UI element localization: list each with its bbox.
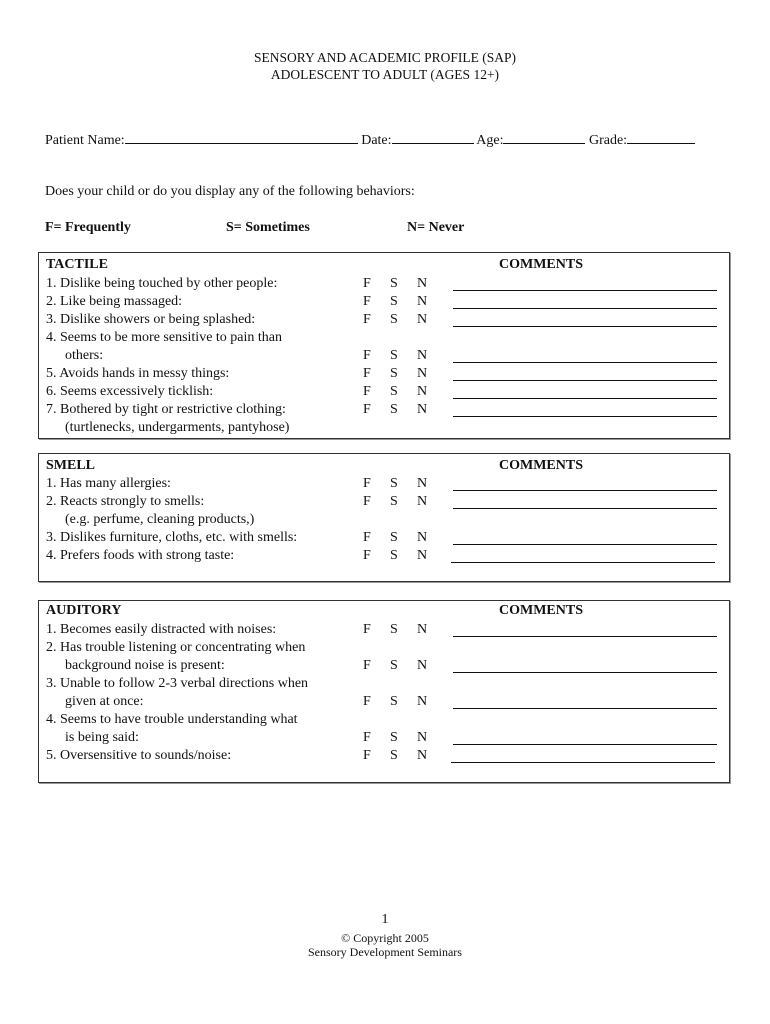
auditory-item-2-continued <box>39 657 729 675</box>
legend-sometimes: S= Sometimes <box>226 220 310 235</box>
rating-s[interactable]: S <box>390 622 398 637</box>
rating-f[interactable]: F <box>363 494 371 509</box>
comment-line[interactable] <box>453 326 717 327</box>
rating-n[interactable]: N <box>417 402 428 417</box>
section-title: SMELL <box>46 458 96 473</box>
rating-f[interactable]: F <box>363 748 371 763</box>
auditory-item-5 <box>39 747 729 765</box>
item-label: 4. Seems to be more sensitive to pain than <box>46 330 283 345</box>
grade-label: Grade: <box>588 133 628 148</box>
grade-field[interactable] <box>627 131 695 144</box>
comment-line[interactable] <box>453 308 717 309</box>
item-label: 3. Dislikes furniture, cloths, etc. with smells: <box>46 530 298 545</box>
comment-line[interactable] <box>453 636 717 637</box>
tactile-section <box>38 252 730 439</box>
item-label: 1. Becomes easily distracted with noises: <box>46 622 277 637</box>
comment-line[interactable] <box>453 708 717 709</box>
form-subtitle: ADOLESCENT TO ADULT (AGES 12+) <box>270 67 500 82</box>
section-title: AUDITORY <box>46 603 122 618</box>
rating-s[interactable]: S <box>390 366 398 381</box>
auditory-item-2 <box>39 639 729 657</box>
item-label: 3. Dislike showers or being splashed: <box>46 312 256 327</box>
rating-n[interactable]: N <box>417 294 428 309</box>
item-label: 4. Seems to have trouble understanding what <box>46 712 298 727</box>
item-label-continuation: (e.g. perfume, cleaning products,) <box>65 512 255 527</box>
comment-line[interactable] <box>453 380 717 381</box>
item-label: 3. Unable to follow 2-3 verbal directions when <box>46 676 309 691</box>
rating-n[interactable]: N <box>417 548 428 563</box>
rating-s[interactable]: S <box>390 402 398 417</box>
auditory-item-4 <box>39 711 729 729</box>
auditory-section <box>38 600 730 783</box>
rating-f[interactable]: F <box>363 402 371 417</box>
rating-n[interactable]: N <box>417 494 428 509</box>
comment-line[interactable] <box>453 490 717 491</box>
comments-heading: COMMENTS <box>499 458 583 473</box>
item-label: 5. Oversensitive to sounds/noise: <box>46 748 232 763</box>
item-label-continuation: given at once: <box>65 694 144 709</box>
rating-f[interactable]: F <box>363 384 371 399</box>
comment-line[interactable] <box>451 562 715 563</box>
smell-item-4 <box>39 547 729 565</box>
tactile-item-4 <box>39 329 729 347</box>
item-label-continuation: (turtlenecks, undergarments, pantyhose) <box>65 420 290 435</box>
smell-item-2 <box>39 493 729 511</box>
comment-line[interactable] <box>453 398 717 399</box>
comment-line[interactable] <box>453 544 717 545</box>
rating-f[interactable]: F <box>363 476 371 491</box>
rating-n[interactable]: N <box>417 748 428 763</box>
auditory-item-3-continued <box>39 693 729 711</box>
rating-n[interactable]: N <box>417 530 428 545</box>
rating-s[interactable]: S <box>390 748 398 763</box>
date-label: Date: <box>361 133 392 148</box>
tactile-item-3 <box>39 311 729 329</box>
rating-f[interactable]: F <box>363 348 371 363</box>
rating-f[interactable]: F <box>363 694 371 709</box>
rating-f[interactable]: F <box>363 548 371 563</box>
organization-name: Sensory Development Seminars <box>308 945 462 959</box>
auditory-item-1 <box>39 621 729 639</box>
smell-item-3 <box>39 529 729 547</box>
rating-s[interactable]: S <box>390 548 398 563</box>
rating-s[interactable]: S <box>390 312 398 327</box>
item-label: 1. Dislike being touched by other people: <box>46 276 278 291</box>
rating-f[interactable]: F <box>363 658 371 673</box>
rating-s[interactable]: S <box>390 530 398 545</box>
tactile-item-4-continued <box>39 347 729 365</box>
item-label-continuation: is being said: <box>65 730 139 745</box>
rating-n[interactable]: N <box>417 384 428 399</box>
item-label: 2. Has trouble listening or concentrating when <box>46 640 306 655</box>
rating-s[interactable]: S <box>390 494 398 509</box>
patient-info-row <box>45 131 695 149</box>
smell-section <box>38 453 730 582</box>
rating-f[interactable]: F <box>363 366 371 381</box>
rating-f[interactable]: F <box>363 276 371 291</box>
rating-s[interactable]: S <box>390 294 398 309</box>
rating-n[interactable]: N <box>417 622 428 637</box>
item-label: 2. Like being massaged: <box>46 294 183 309</box>
rating-f[interactable]: F <box>363 730 371 745</box>
patient-name-field[interactable] <box>125 131 358 144</box>
item-label: 7. Bothered by tight or restrictive clothing: <box>46 402 286 417</box>
item-label: 4. Prefers foods with strong taste: <box>46 548 235 563</box>
rating-n[interactable]: N <box>417 348 428 363</box>
form-title: SENSORY AND ACADEMIC PROFILE (SAP) <box>253 50 517 65</box>
item-label: 1. Has many allergies: <box>46 476 171 491</box>
rating-n[interactable]: N <box>417 366 428 381</box>
rating-s[interactable]: S <box>390 730 398 745</box>
tactile-item-2 <box>39 293 729 311</box>
item-label-continuation: background noise is present: <box>65 658 225 673</box>
rating-s[interactable]: S <box>390 476 398 491</box>
legend-frequently: F= Frequently <box>45 220 131 235</box>
rating-n[interactable]: N <box>417 476 428 491</box>
rating-n[interactable]: N <box>417 694 428 709</box>
page-number: 1 <box>381 912 389 927</box>
item-label-continuation: others: <box>65 348 104 363</box>
tactile-item-1 <box>39 275 729 293</box>
comments-heading: COMMENTS <box>499 257 583 272</box>
age-label: Age: <box>476 133 504 148</box>
legend-never: N= Never <box>407 220 465 235</box>
tactile-item-6 <box>39 383 729 401</box>
rating-f[interactable]: F <box>363 622 371 637</box>
auditory-item-3 <box>39 675 729 693</box>
rating-n[interactable]: N <box>417 312 428 327</box>
auditory-item-4-continued <box>39 729 729 747</box>
date-field[interactable] <box>392 131 474 144</box>
rating-s[interactable]: S <box>390 348 398 363</box>
copyright-text: © Copyright 2005 <box>341 931 429 945</box>
rating-n[interactable]: N <box>417 730 428 745</box>
comment-line[interactable] <box>453 290 717 291</box>
comment-line[interactable] <box>453 362 717 363</box>
rating-f[interactable]: F <box>363 312 371 327</box>
patient-name-label: Patient Name: <box>45 133 125 148</box>
rating-n[interactable]: N <box>417 658 428 673</box>
comment-line[interactable] <box>451 762 715 763</box>
rating-n[interactable]: N <box>417 276 428 291</box>
comments-heading: COMMENTS <box>499 603 583 618</box>
tactile-item-7-continued <box>39 419 729 437</box>
age-field[interactable] <box>503 131 585 144</box>
tactile-item-5 <box>39 365 729 383</box>
smell-item-2-continued <box>39 511 729 529</box>
rating-s[interactable]: S <box>390 276 398 291</box>
comment-line[interactable] <box>453 508 717 509</box>
item-label: 5. Avoids hands in messy things: <box>46 366 230 381</box>
comment-line[interactable] <box>453 744 717 745</box>
rating-f[interactable]: F <box>363 294 371 309</box>
item-label: 6. Seems excessively ticklish: <box>46 384 214 399</box>
section-title: TACTILE <box>46 257 108 272</box>
item-label: 2. Reacts strongly to smells: <box>46 494 205 509</box>
comment-line[interactable] <box>453 672 717 673</box>
smell-item-1 <box>39 475 729 493</box>
rating-s[interactable]: S <box>390 384 398 399</box>
rating-f[interactable]: F <box>363 530 371 545</box>
rating-s[interactable]: S <box>390 694 398 709</box>
question-text: Does your child or do you display any of the following behaviors: <box>45 184 415 199</box>
comment-line[interactable] <box>453 416 717 417</box>
rating-s[interactable]: S <box>390 658 398 673</box>
tactile-item-7 <box>39 401 729 419</box>
